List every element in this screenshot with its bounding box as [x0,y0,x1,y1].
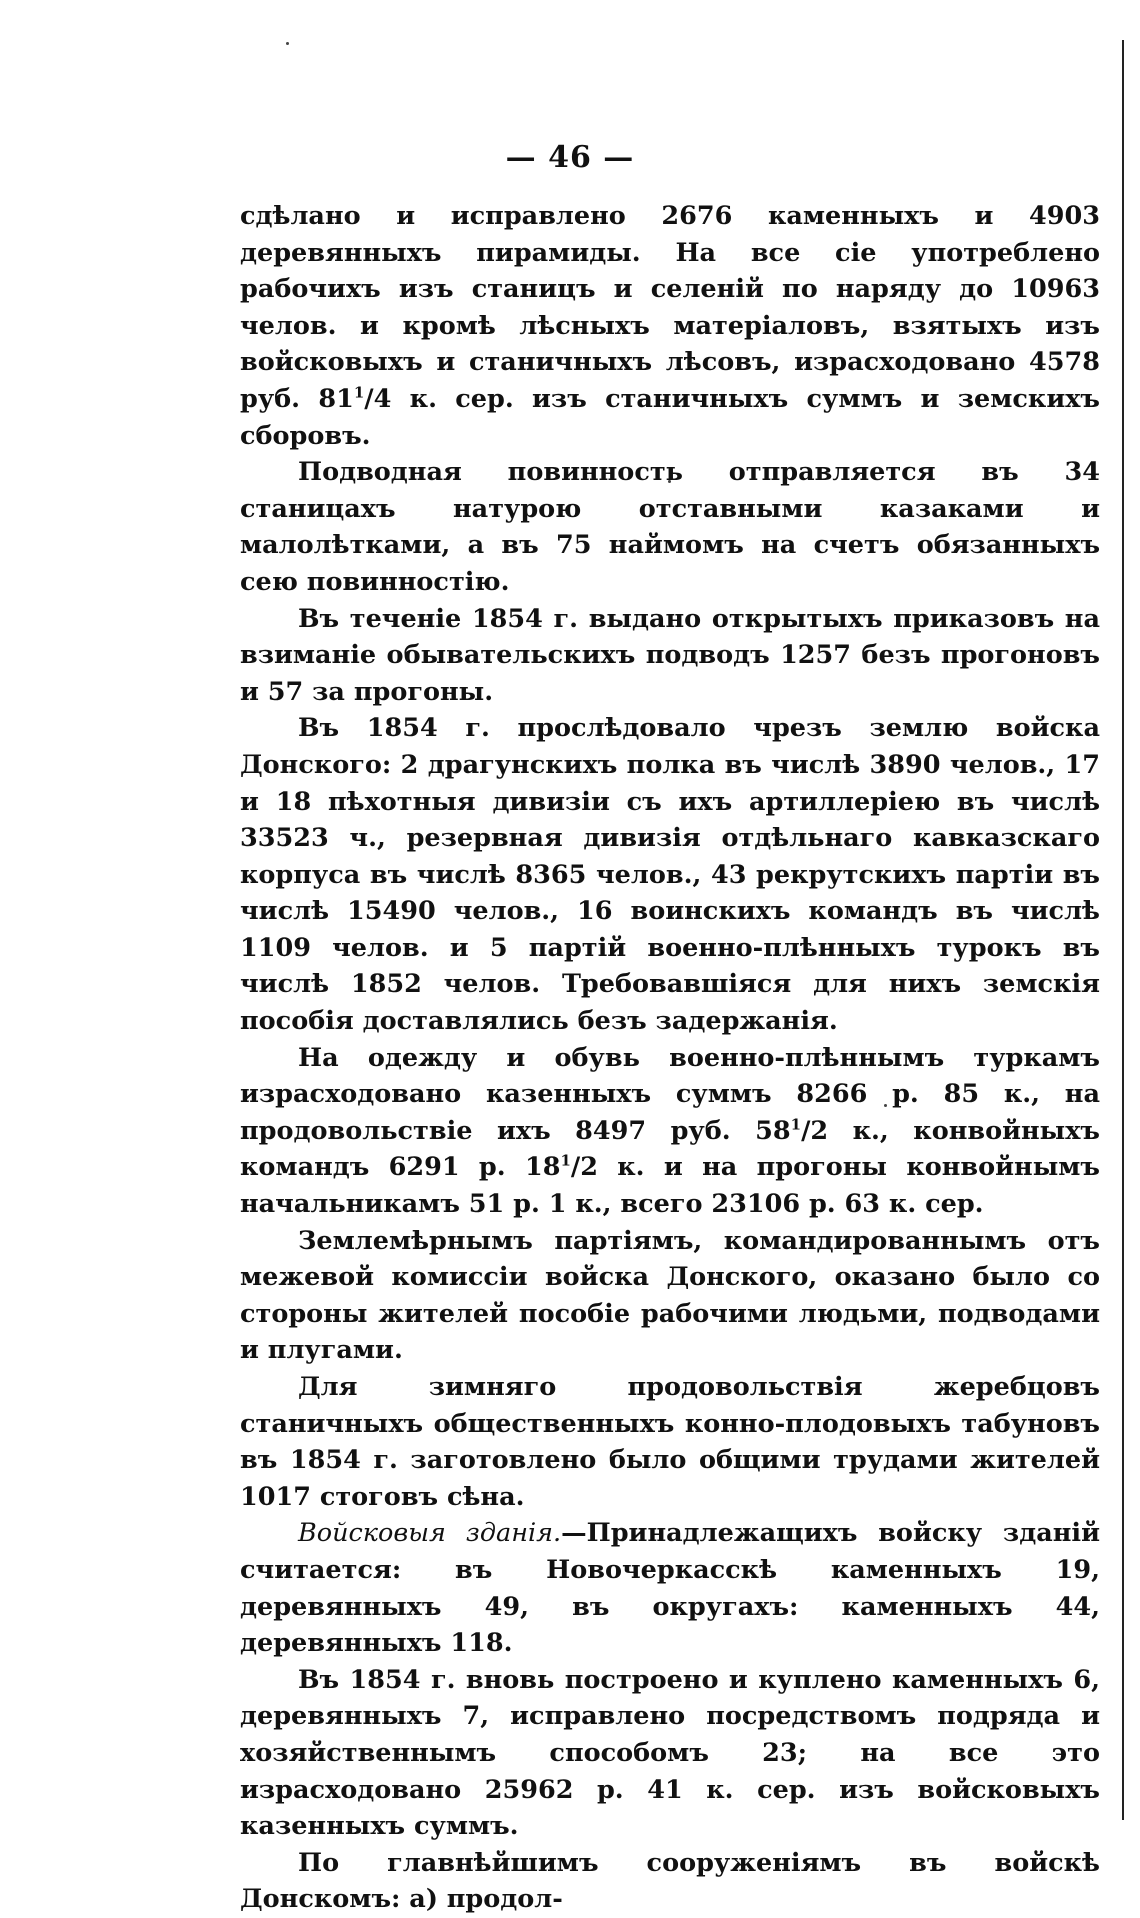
paragraph: На одежду и обувь военно-плѣннымъ туркамъ израсходовано казенныхъ суммъ 8266 р. 85 к., на продовольствіе ихъ 8497 руб. $58^1/2$ к., конвойныхъ командъ 6291 р. $18^1/2$ к. и на прогоны конвойнымъ начальникамъ 51 р. 1 к., всего 23106 р. 63 к. сер. [240,1042,1100,1220]
paragraph: По главнѣйшимъ сооруженіямъ въ войскѣ Донскомъ: а) продол- [240,1847,1100,1915]
paragraph: Войсковыя зданія.—Принадлежащихъ войску зданій считается: въ Новочеркасскѣ каменныхъ 19, деревянныхъ 49, въ округахъ: каменныхъ 44, деревянныхъ 118. [240,1518,1100,1659]
paragraph: Въ 1854 г. вновь построено и куплено каменныхъ 6, деревянныхъ 7, исправлено посредствомъ подряда и хозяйственнымъ способомъ 23; на все это израсходовано 25962 р. 41 к. сер. изъ войсковыхъ казенныхъ суммъ. [240,1664,1100,1842]
page-number: — 46 — [505,140,635,175]
scan-speck [286,42,289,45]
paragraph: сдѣлано и исправлено 2676 каменныхъ и 4903 деревянныхъ пирамиды. На все сіе употреблено рабочихъ изъ станицъ и селеній по наряду до 10963 челов. и кромѣ лѣсныхъ матеріаловъ, взятыхъ изъ войсковыхъ и станичныхъ лѣсовъ, израсходовано 4578 руб. $81^1/4$ к. сер. изъ станичныхъ суммъ и земскихъ сборовъ. [240,201,1100,451]
paragraph: Землемѣрнымъ партіямъ, командированнымъ отъ межевой комиссіи войска Донского, оказано было со стороны жителей пособіе рабочими людьми, подводами и плугами. [240,1225,1100,1366]
paragraph: Подводная повинность отправляется въ 34 станицахъ натурою отставными казаками и малолѣтками, а въ 75 наймомъ на счетъ обязанныхъ сею повинностію. [240,457,1100,597]
paragraph: Въ 1854 г. прослѣдовало чрезъ землю войска Донского: 2 драгунскихъ полка въ числѣ 3890 челов., 17 и 18 пѣхотныя дивизіи съ ихъ артиллеріею въ числѣ 33523 ч., резервная дивизія отдѣльнаго кавказскаго корпуса въ числѣ 8365 челов., 43 рекрутскихъ партіи въ числѣ 15490 челов., 16 воинскихъ командъ въ числѣ 1109 челов. и 5 партій военно-плѣнныхъ турокъ въ числѣ 1852 челов. Требовавшіяся для нихъ земскія пособія доставлялись безъ задержанія. [240,713,1100,1037]
section-heading: Войсковыя зданія. [298,1518,562,1549]
page-edge-line [1122,40,1124,1820]
paragraph: Для зимняго продовольствія жеребцовъ станичныхъ общественныхъ конно-плодовыхъ табуновъ въ 1854 г. заготовлено было общими трудами жителей 1017 стоговъ сѣна. [240,1372,1100,1512]
body-text [240,198,1100,1918]
paragraph: Въ теченіе 1854 г. выдано открытыхъ приказовъ на взиманіе обывательскихъ подводъ 1257 безъ прогоновъ и 57 за прогоны. [240,603,1100,707]
